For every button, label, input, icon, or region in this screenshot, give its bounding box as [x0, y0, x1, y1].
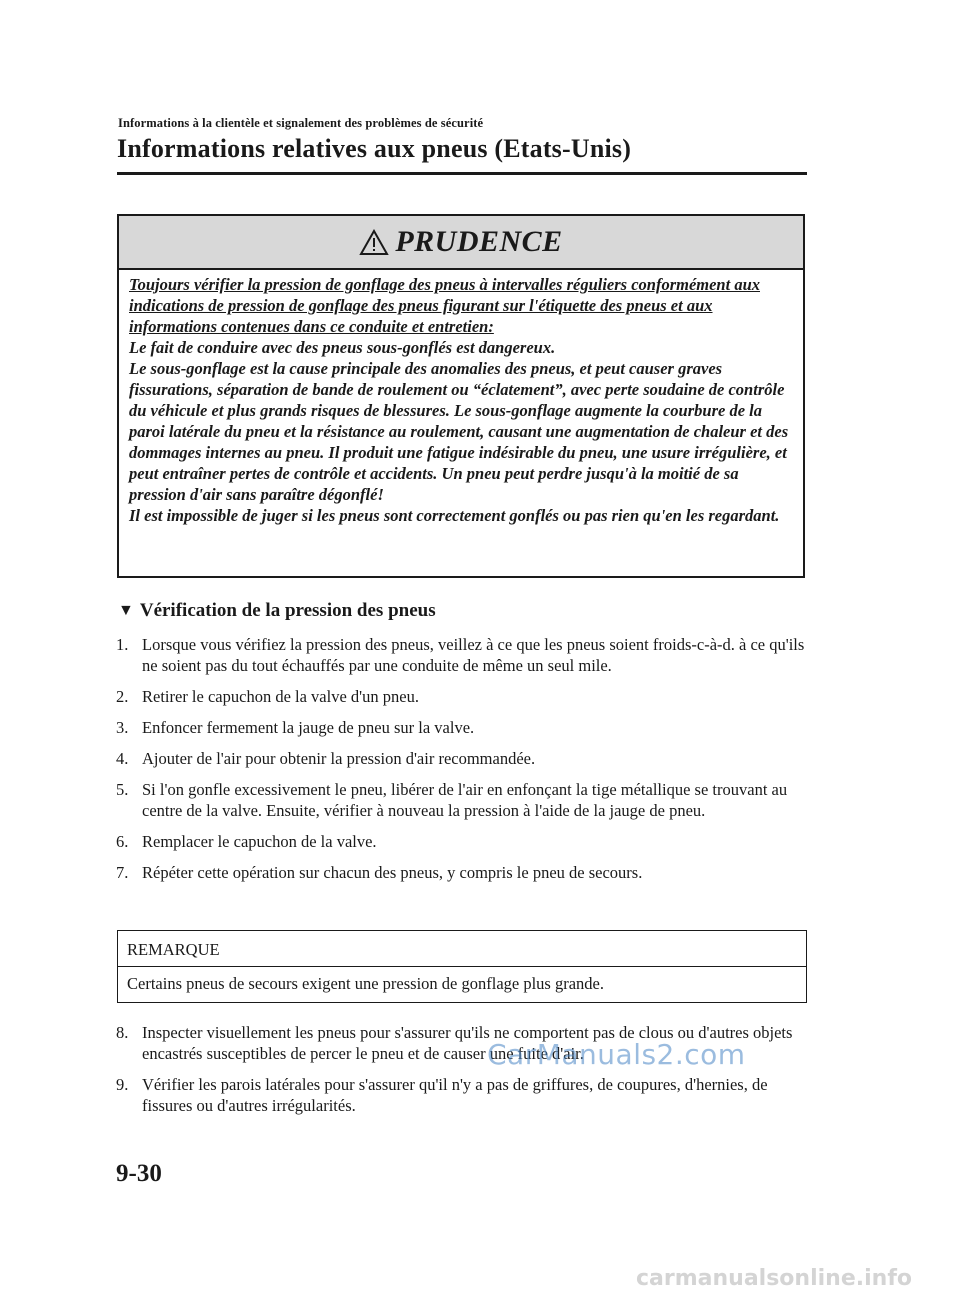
list-item-text: Retirer le capuchon de la valve d'un pneu. — [142, 687, 419, 706]
section-heading-text: Vérification de la pression des pneus — [139, 600, 436, 621]
list-item-number: 5. — [116, 780, 129, 799]
caution-paragraph: Le fait de conduire avec des pneus sous-gonflés est dangereux. — [129, 338, 556, 357]
steps-list — [116, 634, 808, 893]
list-item-text: Remplacer le capuchon de la valve. — [142, 832, 377, 851]
warning-triangle-icon — [359, 229, 389, 256]
list-item-number: 4. — [116, 749, 129, 768]
list-item — [116, 748, 808, 769]
list-item-number: 3. — [116, 718, 129, 737]
list-item-number: 2. — [116, 687, 129, 706]
list-item — [116, 634, 808, 676]
list-item-text: Ajouter de l'air pour obtenir la pression d'air recommandée. — [142, 749, 536, 768]
caution-header — [119, 216, 803, 270]
triangle-marker-icon: ▼ — [118, 602, 134, 619]
caution-paragraph: Il est impossible de juger si les pneus sont correctement gonflés ou pas rien qu'en les regardant. — [129, 506, 780, 525]
header-rule — [117, 172, 807, 175]
list-item-number: 6. — [116, 832, 129, 851]
list-item-number: 7. — [116, 863, 129, 882]
header-section-label: Informations à la clientèle et signalement des problèmes de sécurité — [118, 116, 484, 130]
list-item — [116, 686, 808, 707]
section-heading — [118, 600, 436, 622]
list-item-number: 9. — [116, 1075, 129, 1094]
list-item — [116, 1074, 808, 1116]
list-item-text: Vérifier les parois latérales pour s'assurer qu'il n'y a pas de griffures, de coupures, d'hernies, de fissures ou d'autres irrégularités. — [142, 1075, 768, 1115]
list-item-text: Lorsque vous vérifiez la pression des pneus, veillez à ce que les pneus soient froids-c-à-d. à ce qu'ils ne soient pas du tout échauffés par une conduite de même un seul mile. — [142, 635, 805, 675]
list-item-text: Enfoncer fermement la jauge de pneu sur la valve. — [142, 718, 475, 737]
note-text: Certains pneus de secours exigent une pression de gonflage plus grande. — [127, 974, 604, 993]
list-item — [116, 779, 808, 821]
list-item — [116, 717, 808, 738]
list-item-text: Répéter cette opération sur chacun des pneus, y compris le pneu de secours. — [142, 863, 643, 882]
note-box — [117, 930, 807, 1003]
caution-title: PRUDENCE — [395, 225, 563, 258]
list-item-text: Si l'on gonfle excessivement le pneu, libérer de l'air en enfonçant la tige métallique se trouvant au centre de la valve. Ensuite, vérifier à nouveau la pression à l'aide de la jauge de pneu. — [142, 780, 788, 820]
caution-box — [117, 214, 805, 578]
caution-body — [119, 270, 803, 526]
footer-watermark: carmanualsonline.info — [636, 1266, 912, 1291]
list-item-text: Inspecter visuellement les pneus pour s'assurer qu'ils ne comportent pas de clous ou d'autres objets encastrés susceptibles de percer le pneu et de causer une fuite d'air. — [142, 1023, 793, 1063]
page-number: 9-30 — [116, 1160, 162, 1187]
list-item-number: 8. — [116, 1023, 129, 1042]
list-item — [116, 862, 808, 883]
list-item — [116, 831, 808, 852]
watermark: CarManuals2.com — [487, 1038, 746, 1071]
page-title: Informations relatives aux pneus (Etats-Unis) — [117, 134, 632, 163]
caution-underlined-text: Toujours vérifier la pression de gonflage des pneus à intervalles réguliers conformément aux indications de pression de gonflage des pneus figurant sur l'étiquette des pneus et aux informations contenues dans ce conduite et entretien: — [129, 275, 760, 336]
list-item-number: 1. — [116, 635, 129, 654]
note-heading: REMARQUE — [118, 931, 806, 967]
caution-paragraph: Le sous-gonflage est la cause principale des anomalies des pneus, et peut causer graves fissurations, séparation de bande de roulement ou “éclatement”, avec perte soudaine de contrôle du véhicule et plus grands risques de blessures. Le sous-gonflage augmente la courbure de la paroi latérale du pneu et la résistance au roulement, causant une augmentation de chaleur et des dommages internes au pneu. Il produit une fatigue indésirable du pneu, une usure irrégulière, et peut entraîner pertes de contrôle et accidents. Un pneu peut perdre jusqu'à la moitié de sa pression d'air sans paraître dégonflé! — [129, 359, 789, 504]
